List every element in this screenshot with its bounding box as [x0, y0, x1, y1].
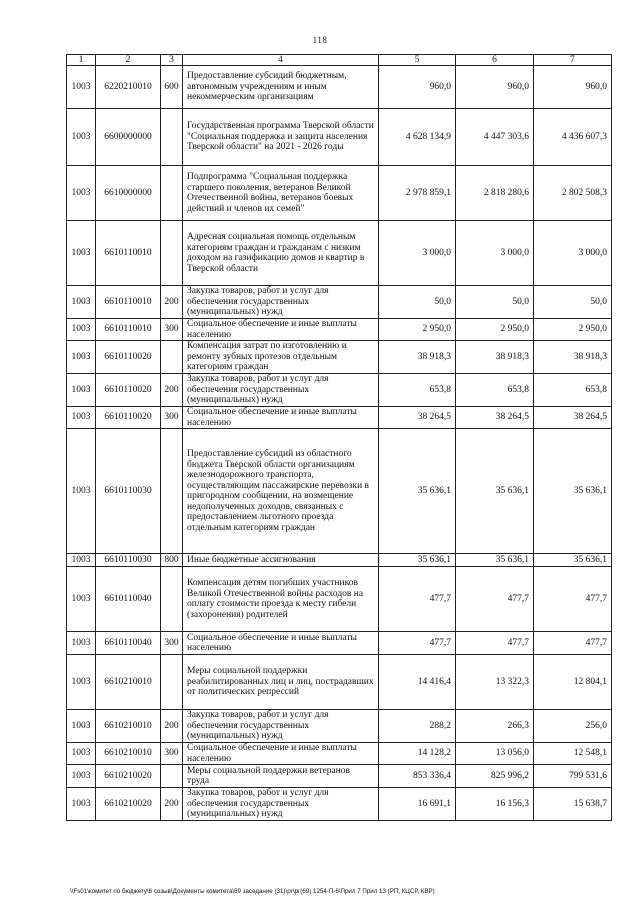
target-article-code-cell: 6610110040: [96, 632, 161, 655]
table-row: [67, 765, 612, 788]
amount-cell: 15 638,7: [534, 788, 612, 821]
table-row: [67, 743, 612, 765]
amount-cell: 16 691,1: [379, 788, 456, 821]
target-article-code-cell: 6610210010: [96, 710, 161, 743]
item-name-cell: Предоставление субсидий из областного бюджета Тверской области организациям железнодорожного транспорта, осуществляющим пассажирские перевозки в пригородном сообщении, на возмещение недополученных доходов, связанных с предоставлением льготного проезда отдельным категориям граждан: [183, 429, 379, 554]
section-code-cell: 1003: [67, 341, 96, 374]
section-code-cell: 1003: [67, 743, 96, 765]
amount-cell: 14 416,4: [379, 655, 456, 710]
column-header: 2: [96, 55, 161, 66]
section-code-cell: 1003: [67, 632, 96, 655]
table-row: [67, 655, 612, 710]
item-name-cell: Предоставление субсидий бюджетным, автономным учреждениям и иным некоммерческим организациям: [183, 66, 379, 109]
expense-type-cell: [161, 166, 183, 221]
target-article-code-cell: 6610110010: [96, 319, 161, 341]
expense-type-cell: 300: [161, 743, 183, 765]
expense-type-cell: 300: [161, 319, 183, 341]
expense-type-cell: [161, 221, 183, 286]
item-name-cell: Подпрограмма "Социальная поддержка старшего поколения, ветеранов Великой Отечественной войны, ветеранов боевых действий и членов их семей": [183, 166, 379, 221]
item-name-cell: Государственная программа Тверской области "Социальная поддержка и защита населения Тверской области" на 2021 - 2026 годы: [183, 109, 379, 166]
amount-cell: 35 636,1: [534, 554, 612, 567]
amount-cell: 2 950,0: [456, 319, 534, 341]
section-code-cell: 1003: [67, 429, 96, 554]
column-header: 3: [161, 55, 183, 66]
amount-cell: 825 996,2: [456, 765, 534, 788]
expense-type-cell: [161, 341, 183, 374]
table-row: [67, 632, 612, 655]
expense-type-cell: 600: [161, 66, 183, 109]
item-name-cell: Закупка товаров, работ и услуг для обеспечения государственных (муниципальных) нужд: [183, 710, 379, 743]
amount-cell: 3 000,0: [456, 221, 534, 286]
section-code-cell: 1003: [67, 567, 96, 632]
section-code-cell: 1003: [67, 407, 96, 429]
expense-type-cell: [161, 109, 183, 166]
amount-cell: 960,0: [379, 66, 456, 109]
item-name-cell: Меры социальной поддержки ветеранов труда: [183, 765, 379, 788]
amount-cell: 38 264,5: [534, 407, 612, 429]
amount-cell: 35 636,1: [379, 554, 456, 567]
amount-cell: 853 336,4: [379, 765, 456, 788]
amount-cell: 653,8: [534, 374, 612, 407]
amount-cell: 653,8: [379, 374, 456, 407]
table-row: [67, 286, 612, 319]
expense-type-cell: 200: [161, 710, 183, 743]
table-row: [67, 341, 612, 374]
amount-cell: 38 918,3: [534, 341, 612, 374]
target-article-code-cell: 6610110040: [96, 567, 161, 632]
section-code-cell: 1003: [67, 655, 96, 710]
page-number: 118: [312, 35, 328, 45]
amount-cell: 477,7: [456, 567, 534, 632]
amount-cell: 653,8: [456, 374, 534, 407]
amount-cell: 35 636,1: [534, 429, 612, 554]
expense-type-cell: [161, 567, 183, 632]
item-name-cell: Социальное обеспечение и иные выплаты населению: [183, 743, 379, 765]
amount-cell: 50,0: [534, 286, 612, 319]
section-code-cell: 1003: [67, 286, 96, 319]
item-name-cell: Социальное обеспечение и иные выплаты населению: [183, 632, 379, 655]
amount-cell: 3 000,0: [379, 221, 456, 286]
item-name-cell: Социальное обеспечение и иные выплаты населению: [183, 407, 379, 429]
amount-cell: 4 436 607,3: [534, 109, 612, 166]
header-row: [67, 55, 612, 66]
column-header: 4: [183, 55, 379, 66]
amount-cell: 477,7: [379, 632, 456, 655]
amount-cell: 960,0: [456, 66, 534, 109]
amount-cell: 960,0: [534, 66, 612, 109]
amount-cell: 38 264,5: [379, 407, 456, 429]
amount-cell: 35 636,1: [456, 554, 534, 567]
section-code-cell: 1003: [67, 109, 96, 166]
amount-cell: 38 918,3: [456, 341, 534, 374]
target-article-code-cell: 6610110020: [96, 407, 161, 429]
target-article-code-cell: 6610210010: [96, 743, 161, 765]
table-row: [67, 221, 612, 286]
table-row: [67, 788, 612, 821]
table-row: [67, 429, 612, 554]
amount-cell: 477,7: [534, 632, 612, 655]
section-code-cell: 1003: [67, 710, 96, 743]
target-article-code-cell: 6610110020: [96, 374, 161, 407]
table-row: [67, 109, 612, 166]
expense-type-cell: [161, 655, 183, 710]
amount-cell: 12 804,1: [534, 655, 612, 710]
table-row: [67, 319, 612, 341]
amount-cell: 2 950,0: [534, 319, 612, 341]
target-article-code-cell: 6610110030: [96, 429, 161, 554]
table-row: [67, 710, 612, 743]
section-code-cell: 1003: [67, 166, 96, 221]
section-code-cell: 1003: [67, 319, 96, 341]
amount-cell: 2 978 859,1: [379, 166, 456, 221]
amount-cell: 288,2: [379, 710, 456, 743]
amount-cell: 16 156,3: [456, 788, 534, 821]
amount-cell: 14 128,2: [379, 743, 456, 765]
amount-cell: 477,7: [534, 567, 612, 632]
amount-cell: 2 802 508,3: [534, 166, 612, 221]
amount-cell: 4 447 303,6: [456, 109, 534, 166]
table-row: [67, 567, 612, 632]
item-name-cell: Социальное обеспечение и иные выплаты населению: [183, 319, 379, 341]
table-row: [67, 407, 612, 429]
amount-cell: 2 950,0: [379, 319, 456, 341]
amount-cell: 38 918,3: [379, 341, 456, 374]
item-name-cell: Закупка товаров, работ и услуг для обеспечения государственных (муниципальных) нужд: [183, 788, 379, 821]
amount-cell: 4 628 134,9: [379, 109, 456, 166]
amount-cell: 50,0: [379, 286, 456, 319]
amount-cell: 35 636,1: [456, 429, 534, 554]
column-header: 7: [534, 55, 612, 66]
table-row: [67, 66, 612, 109]
item-name-cell: Меры социальной поддержки реабилитированных лиц и лиц, пострадавших от политических репрессий: [183, 655, 379, 710]
expense-type-cell: 200: [161, 788, 183, 821]
target-article-code-cell: 6610110010: [96, 286, 161, 319]
section-code-cell: 1003: [67, 221, 96, 286]
item-name-cell: Закупка товаров, работ и услуг для обеспечения государственных (муниципальных) нужд: [183, 374, 379, 407]
expense-type-cell: 300: [161, 407, 183, 429]
amount-cell: 3 000,0: [534, 221, 612, 286]
expense-type-cell: [161, 429, 183, 554]
amount-cell: 266,3: [456, 710, 534, 743]
amount-cell: 256,0: [534, 710, 612, 743]
target-article-code-cell: 6610210010: [96, 655, 161, 710]
section-code-cell: 1003: [67, 765, 96, 788]
amount-cell: 2 818 280,6: [456, 166, 534, 221]
target-article-code-cell: 6610210020: [96, 788, 161, 821]
budget-table: [66, 54, 612, 821]
file-path-footer: \\Fs01\комитет по бюджету\6 созыв\Документы комитета\69 заседание (31)\рг\рг(69) 1254-П-6\Прил 7 Прил 13 (РП, КЦСР, КВР): [70, 888, 435, 895]
target-article-code-cell: 6610110020: [96, 341, 161, 374]
table-row: [67, 554, 612, 567]
target-article-code-cell: 6610110030: [96, 554, 161, 567]
target-article-code-cell: 6610000000: [96, 166, 161, 221]
item-name-cell: Адресная социальная помощь отдельным категориям граждан и гражданам с низким доходом на газификацию домов и квартир в Тверской области: [183, 221, 379, 286]
table-row: [67, 166, 612, 221]
amount-cell: 477,7: [456, 632, 534, 655]
expense-type-cell: 800: [161, 554, 183, 567]
column-header: 6: [456, 55, 534, 66]
table-row: [67, 374, 612, 407]
expense-type-cell: [161, 765, 183, 788]
amount-cell: 12 548,1: [534, 743, 612, 765]
section-code-cell: 1003: [67, 554, 96, 567]
section-code-cell: 1003: [67, 374, 96, 407]
column-header: 5: [379, 55, 456, 66]
target-article-code-cell: 6610110010: [96, 221, 161, 286]
expense-type-cell: 300: [161, 632, 183, 655]
amount-cell: 38 264,5: [456, 407, 534, 429]
item-name-cell: Компенсация затрат по изготовлению и ремонту зубных протезов отдельным категориям граждан: [183, 341, 379, 374]
amount-cell: 799 531,6: [534, 765, 612, 788]
expense-type-cell: 200: [161, 374, 183, 407]
target-article-code-cell: 6610210020: [96, 765, 161, 788]
amount-cell: 477,7: [379, 567, 456, 632]
amount-cell: 50,0: [456, 286, 534, 319]
item-name-cell: Закупка товаров, работ и услуг для обеспечения государственных (муниципальных) нужд: [183, 286, 379, 319]
item-name-cell: Иные бюджетные ассигнования: [183, 554, 379, 567]
target-article-code-cell: 6600000000: [96, 109, 161, 166]
section-code-cell: 1003: [67, 66, 96, 109]
amount-cell: 13 322,3: [456, 655, 534, 710]
item-name-cell: Компенсация детям погибших участников Великой Отечественной войны расходов на оплату стоимости проезда к месту гибели (захоронения) родителей: [183, 567, 379, 632]
column-header: 1: [67, 55, 96, 66]
target-article-code-cell: 6220210010: [96, 66, 161, 109]
expense-type-cell: 200: [161, 286, 183, 319]
section-code-cell: 1003: [67, 788, 96, 821]
amount-cell: 35 636,1: [379, 429, 456, 554]
amount-cell: 13 056,0: [456, 743, 534, 765]
